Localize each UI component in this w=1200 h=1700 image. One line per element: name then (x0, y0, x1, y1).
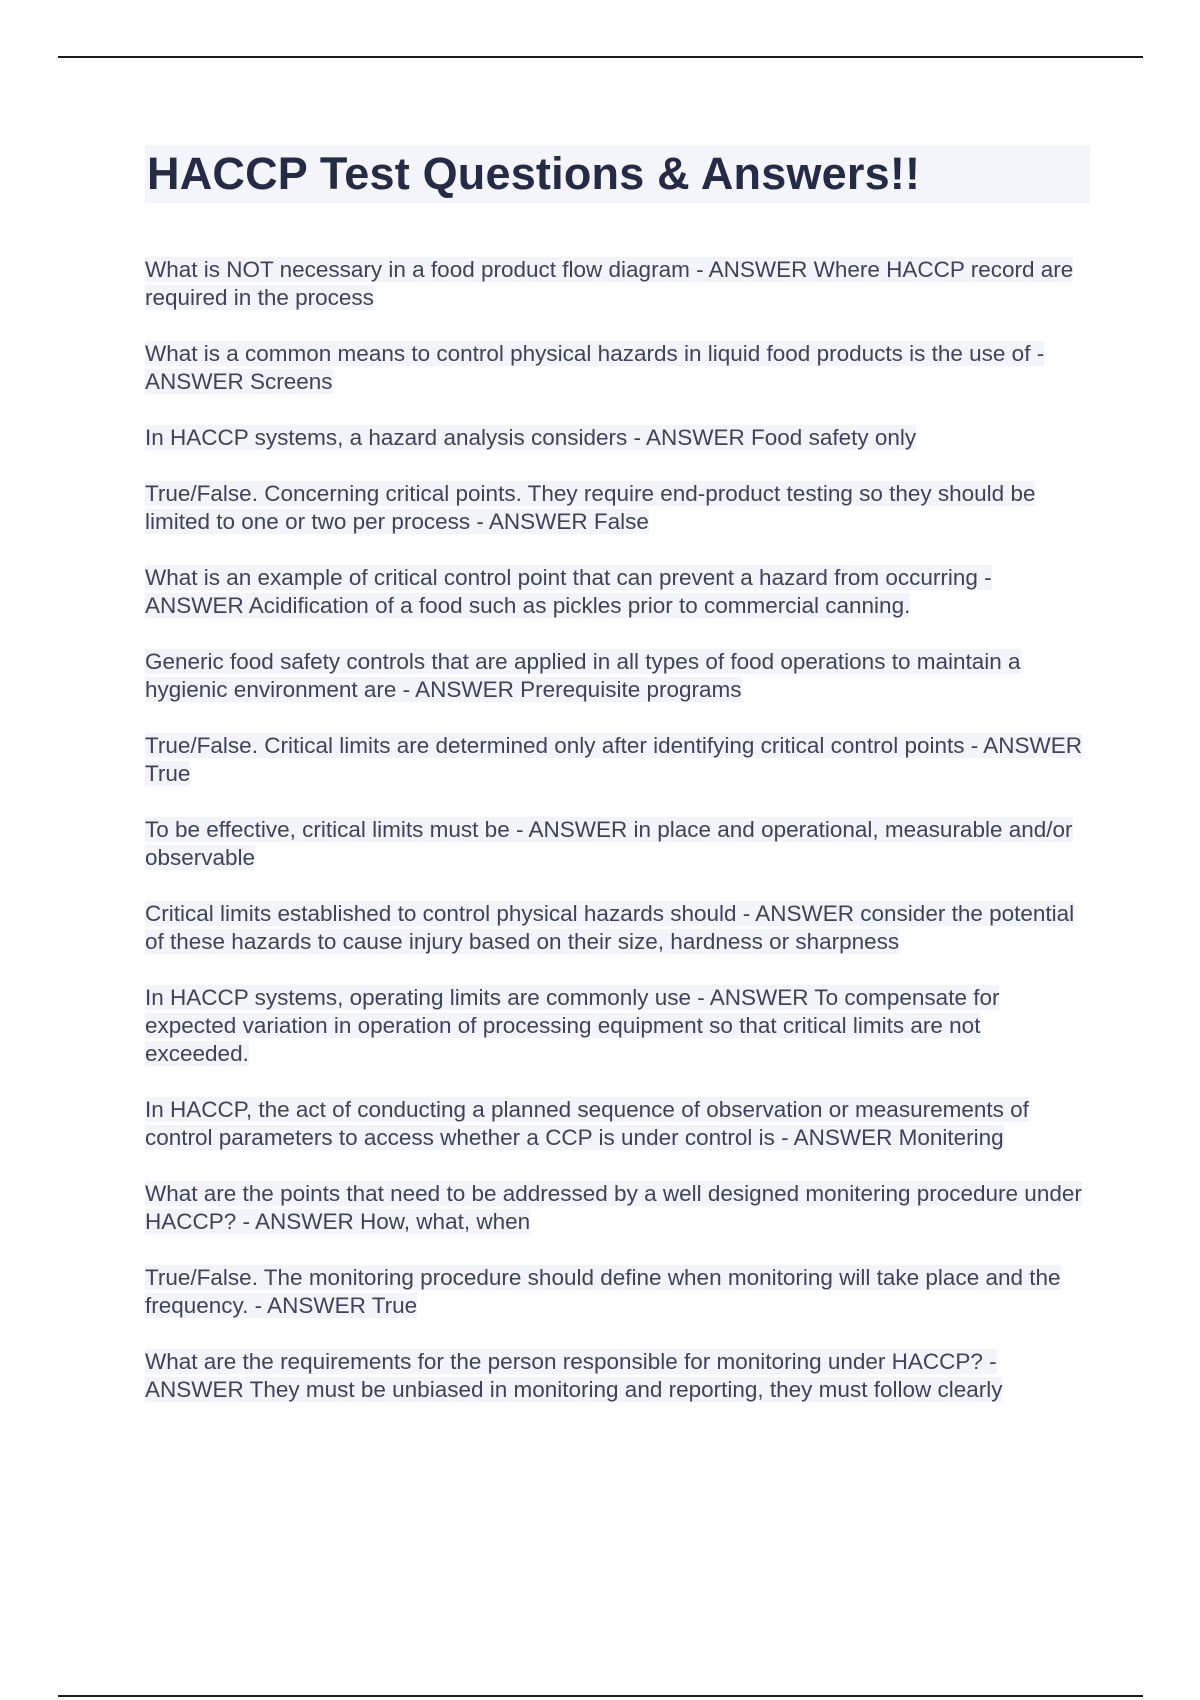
qa-item (145, 984, 1090, 1068)
qa-item (145, 1096, 1090, 1152)
qa-text: What is a common means to control physical hazards in liquid food products is the use of - ANSWER Screens (145, 341, 1045, 394)
qa-item (145, 256, 1090, 312)
qa-text: What are the requirements for the person responsible for monitoring under HACCP? - ANSWER They must be unbiased in monitoring and reporting, they must follow clearly (145, 1349, 1003, 1402)
qa-text: To be effective, critical limits must be - ANSWER in place and operational, measurable and/or observable (145, 817, 1073, 870)
document-body (145, 145, 1090, 1432)
qa-item (145, 480, 1090, 536)
qa-text: What are the points that need to be addressed by a well designed monitering procedure under HACCP? - ANSWER How, what, when (145, 1181, 1082, 1234)
bottom-rule (58, 1695, 1143, 1697)
qa-item (145, 1348, 1090, 1404)
qa-item (145, 1264, 1090, 1320)
qa-item (145, 648, 1090, 704)
qa-text: True/False. Concerning critical points. They require end-product testing so they should be limited to one or two per process - ANSWER False (145, 481, 1036, 534)
qa-list (145, 256, 1090, 1404)
qa-item (145, 732, 1090, 788)
qa-text: In HACCP systems, a hazard analysis considers - ANSWER Food safety only (145, 425, 917, 450)
qa-text: What is NOT necessary in a food product flow diagram - ANSWER Where HACCP record are required in the process (145, 257, 1074, 310)
qa-text: True/False. Critical limits are determined only after identifying critical control points - ANSWER True (145, 733, 1082, 786)
qa-item (145, 816, 1090, 872)
document-title: HACCP Test Questions & Answers!! (145, 145, 1090, 203)
qa-item (145, 340, 1090, 396)
top-rule (58, 56, 1143, 58)
qa-text: Critical limits established to control physical hazards should - ANSWER consider the potential of these hazards to cause injury based on their size, hardness or sharpness (145, 901, 1075, 954)
qa-item (145, 1180, 1090, 1236)
qa-item (145, 424, 1090, 452)
qa-text: In HACCP systems, operating limits are commonly use - ANSWER To compensate for expected variation in operation of processing equipment so that critical limits are not exceeded. (145, 985, 1000, 1066)
qa-text: Generic food safety controls that are applied in all types of food operations to maintain a hygienic environment are - ANSWER Prerequisite programs (145, 649, 1021, 702)
qa-item (145, 564, 1090, 620)
qa-item (145, 900, 1090, 956)
qa-text: In HACCP, the act of conducting a planned sequence of observation or measurements of control parameters to access whether a CCP is under control is - ANSWER Monitering (145, 1097, 1029, 1150)
qa-text: What is an example of critical control point that can prevent a hazard from occurring - ANSWER Acidification of a food such as pickles prior to commercial canning. (145, 565, 992, 618)
qa-text: True/False. The monitoring procedure should define when monitoring will take place and the frequency. - ANSWER True (145, 1265, 1061, 1318)
